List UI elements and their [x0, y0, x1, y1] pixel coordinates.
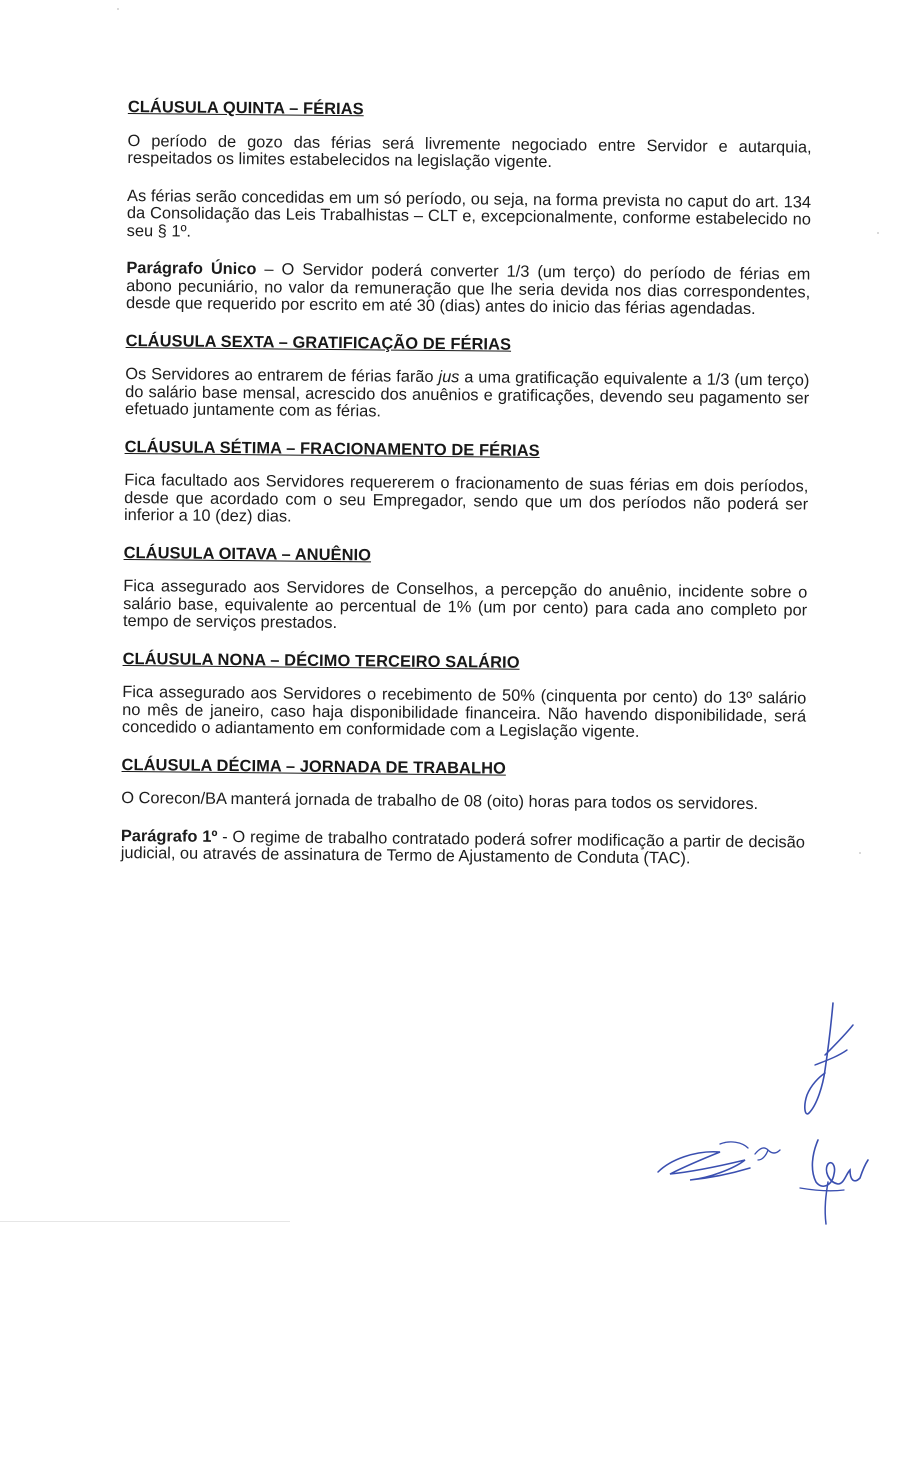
- clausula-nona-paragraph: Fica assegurado aos Servidores o recebimento de 50% (cinquenta por cento) do 13º salário no mês de janeiro, caso haja disponibilidade financeira. Não havendo disponibilidade, será concedido o adiantamento em conformidade com a Legislação vigente.: [121, 682, 807, 741]
- scan-artifact-line: [0, 1221, 290, 1222]
- paragrafo-unico-label: Parágrafo Único: [126, 258, 257, 279]
- clausula-quinta-heading: CLÁUSULA QUINTA – FÉRIAS: [127, 98, 364, 119]
- scan-speck: [877, 232, 879, 234]
- clausula-setima-heading: CLÁUSULA SÉTIMA – FRACIONAMENTO DE FÉRIAS: [124, 437, 540, 460]
- clausula-sexta-paragraph: [125, 366, 809, 425]
- scan-speck: [859, 852, 861, 854]
- clausula-decima-heading: CLÁUSULA DÉCIMA – JORNADA DE TRABALHO: [121, 755, 507, 778]
- clausula-oitava-heading: CLÁUSULA OITAVA – ANUÊNIO: [123, 543, 372, 564]
- clausula-sexta: [125, 332, 810, 425]
- signature-scribble-left: [650, 1130, 790, 1190]
- clausula-decima-paragraph: O Corecon/BA manterá jornada de trabalho de 08 (oito) horas para todos os servidores.: [121, 788, 759, 814]
- clausula-quinta: [126, 99, 812, 319]
- clausula-sexta-text-after: a uma gratificação equivalente a 1/3 (um terço) do salário base mensal, acrescido dos anuênios e gratificações, devendo seu pagamento ser efetuado juntamente com as férias.: [124, 368, 810, 421]
- signature-initial-right: [795, 995, 875, 1125]
- clausula-oitava-paragraph: Fica assegurado aos Servidores de Conselhos, a percepção do anuênio, incidente sobre o salário base, equivalente ao percentual de 1% (um por cento) para cada ano completo por tempo de serviços prestados.: [122, 576, 808, 633]
- clausula-decima: [121, 756, 806, 869]
- scan-speck: [117, 8, 119, 10]
- signature-scribble-right: [788, 1130, 878, 1230]
- clausula-setima: [124, 438, 809, 531]
- clausula-quinta-paragraph-2: As férias serão concedidas em um só período, ou seja, na forma prevista no caput do art. 134 da Consolidação das Leis Trabalhistas – CLT e, excepcionalmente, conforme estabelecido no seu § 1º.: [126, 186, 812, 241]
- clausula-sexta-italic-jus: jus: [438, 367, 460, 387]
- document-body: [120, 99, 811, 889]
- clausula-oitava: [123, 544, 808, 637]
- clausula-nona-heading: CLÁUSULA NONA – DÉCIMO TERCEIRO SALÁRIO: [122, 649, 520, 672]
- paragrafo-1-label: Parágrafo 1º: [120, 826, 218, 846]
- paragrafo-1: [121, 827, 805, 869]
- clausula-sexta-text-before: Os Servidores ao entrarem de férias farão: [125, 364, 439, 386]
- clausula-nona: [122, 650, 807, 743]
- clausula-sexta-heading: CLÁUSULA SEXTA – GRATIFICAÇÃO DE FÉRIAS: [125, 331, 512, 354]
- clausula-quinta-paragraph-1: O período de gozo das férias será livremente negociado entre Servidor e autarquia, respeitados os limites estabelecidos na legislação vigente.: [127, 131, 812, 172]
- paragrafo-1-text: - O regime de trabalho contratado poderá sofrer modificação a partir de decisão judicial, ou através de assinatura de Termo de Ajustamento de Conduta (TAC).: [120, 827, 805, 868]
- paragrafo-unico: [126, 260, 810, 319]
- clausula-setima-paragraph: Fica facultado aos Servidores requererem o fracionamento de suas férias em dois períodos, desde que acordado com o seu Empregador, sendo que um dos períodos não poderá ser inferior a 10 (dez) dias.: [123, 470, 809, 526]
- paragrafo-unico-text: – O Servidor poderá converter 1/3 (um terço) do período de férias em abono pecuniário, no valor da remuneração que lhe seria devida nos dias correspondentes, desde que requerido por escrito em até 30 (dias) antes do inicio das férias agendadas.: [125, 260, 811, 319]
